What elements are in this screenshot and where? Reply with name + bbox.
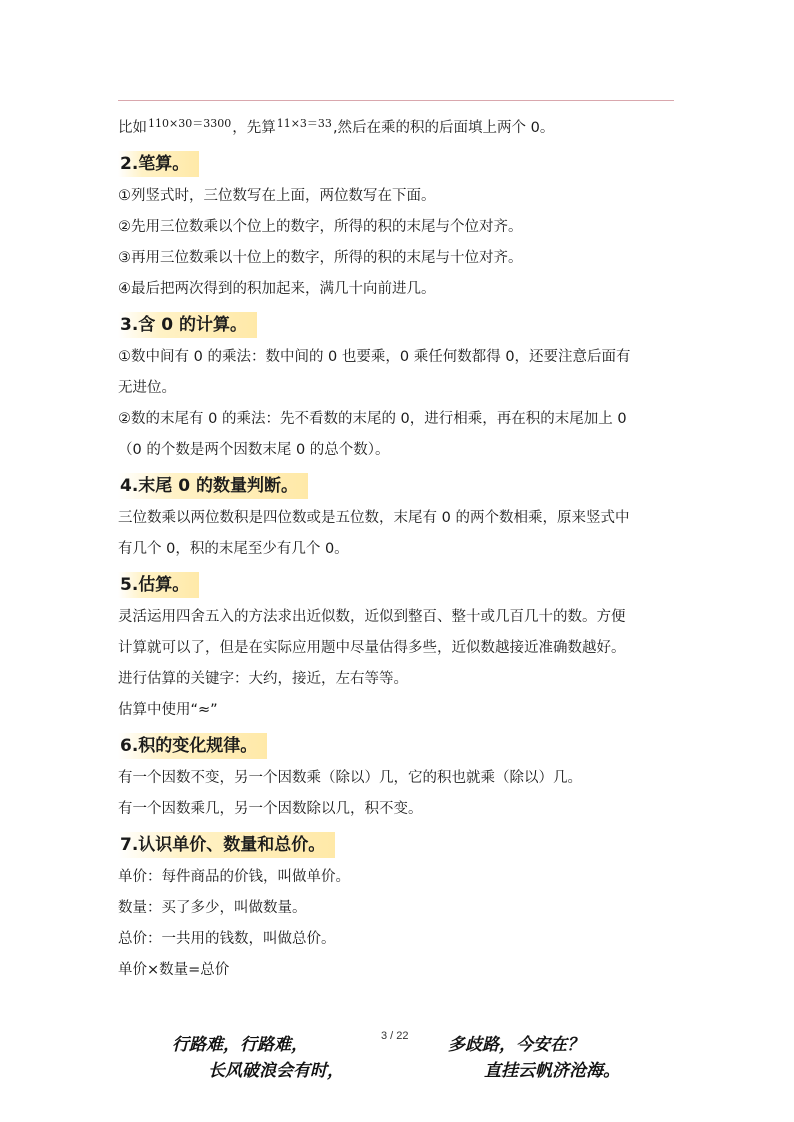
intro-line xyxy=(118,108,678,144)
section-line: 有一个因数不变，另一个因数乘（除以）几，它的积也就乘（除以）几。 xyxy=(118,770,582,786)
section-line: ①数中间有 0 的乘法：数中间的 0 也要乘，0 乘任何数都得 0，还要注意后面有 xyxy=(118,349,631,365)
page-footer xyxy=(0,1022,794,1082)
section-line: 计算就可以了，但是在实际应用题中尽量估得多些，近似数越接近准确数越好。 xyxy=(118,640,626,656)
formula-1: 110×30＝3300 xyxy=(148,117,232,130)
section-7 xyxy=(118,825,678,986)
header-rule xyxy=(118,100,674,101)
section-line: ①列竖式时，三位数写在上面，两位数写在下面。 xyxy=(118,188,436,204)
section-line: 有一个因数乘几，另一个因数除以几，积不变。 xyxy=(118,801,423,817)
section-line: 进行估算的关键字：大约，接近，左右等等。 xyxy=(118,671,408,687)
section-line: 数量：买了多少，叫做数量。 xyxy=(118,900,307,916)
section-heading: 4.末尾 0 的数量判断。 xyxy=(118,473,308,499)
section-line: 单价×数量=总价 xyxy=(118,962,230,978)
section-heading: 5.估算。 xyxy=(118,572,199,598)
section-line: ④最后把两次得到的积加起来，满几十向前进几。 xyxy=(118,281,436,297)
formula-2: 11×3＝33 xyxy=(276,117,332,130)
poem-line-2-right: 直挂云帆济沧海。 xyxy=(484,1061,620,1081)
section-5 xyxy=(118,565,678,726)
section-heading: 7.认识单价、数量和总价。 xyxy=(118,832,335,858)
poem-line-2-left: 长风破浪会有时， xyxy=(208,1061,344,1081)
section-line: ③再用三位数乘以十位上的数字，所得的积的末尾与十位对齐。 xyxy=(118,250,523,266)
poem-line-1-right: 多歧路，今安在？ xyxy=(448,1035,584,1055)
section-line: ②数的末尾有 0 的乘法：先不看数的末尾的 0，进行相乘，再在积的末尾加上 0 xyxy=(118,411,627,427)
page-content xyxy=(118,108,678,986)
intro-middle: ，先算 xyxy=(232,120,276,136)
intro-suffix: ,然后在乘的积的后面填上两个 0。 xyxy=(332,120,555,136)
section-heading: 2.笔算。 xyxy=(118,151,199,177)
section-4 xyxy=(118,466,678,565)
section-line: 有几个 0，积的末尾至少有几个 0。 xyxy=(118,541,349,557)
section-heading: 6.积的变化规律。 xyxy=(118,733,267,759)
section-3 xyxy=(118,305,678,466)
section-line: 灵活运用四舍五入的方法求出近似数，近似到整百、整十或几百几十的数。方便 xyxy=(118,609,626,625)
section-line: 估算中使用“≈” xyxy=(118,702,218,718)
section-2 xyxy=(118,144,678,305)
section-line: 无进位。 xyxy=(118,380,176,396)
section-line: 三位数乘以两位数积是四位数或是五位数，末尾有 0 的两个数相乘，原来竖式中 xyxy=(118,510,630,526)
page-number: 3 / 22 xyxy=(381,1030,409,1042)
section-line: 单价：每件商品的价钱，叫做单价。 xyxy=(118,869,350,885)
section-line: ②先用三位数乘以个位上的数字，所得的积的末尾与个位对齐。 xyxy=(118,219,523,235)
section-line: 总价：一共用的钱数，叫做总价。 xyxy=(118,931,336,947)
poem-line-1-left: 行路难，行路难， xyxy=(172,1035,308,1055)
section-heading: 3.含 0 的计算。 xyxy=(118,312,257,338)
section-6 xyxy=(118,726,678,825)
section-line: （0 的个数是两个因数末尾 0 的总个数）。 xyxy=(118,442,390,458)
intro-prefix: 比如 xyxy=(118,120,147,136)
